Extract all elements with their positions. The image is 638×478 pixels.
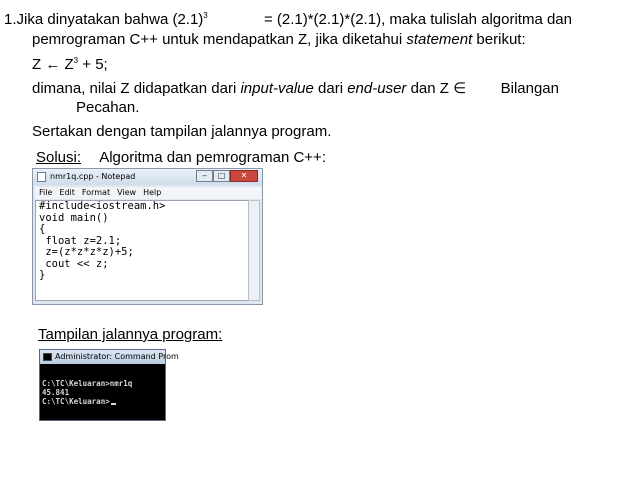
minimize-button[interactable]: ‒ <box>196 170 213 182</box>
statement-term: statement <box>406 31 473 48</box>
where-line: dimana, nilai Z didapatkan dari input-value dari end-user dan Z ∈ Bilangan <box>32 80 559 97</box>
console-prompt-line: C:\TC\Keluaran> <box>42 397 132 406</box>
code-line: cout << z; <box>39 257 109 270</box>
solution-line <box>36 148 326 167</box>
command-prompt-window <box>39 349 179 421</box>
close-button[interactable]: ✕ <box>230 170 258 182</box>
notepad-text-area[interactable] <box>35 200 249 301</box>
notepad-titlebar[interactable] <box>33 169 262 185</box>
menu-view[interactable]: View <box>117 188 137 197</box>
notepad-vertical-scrollbar[interactable] <box>248 200 260 301</box>
maximize-button[interactable]: □ <box>213 170 230 182</box>
menu-format[interactable]: Format <box>81 188 111 197</box>
end-user-term: end-user <box>347 80 407 97</box>
cmd-title: Administrator: Command Prom <box>55 352 179 361</box>
menu-edit[interactable]: Edit <box>59 188 75 197</box>
cmd-titlebar[interactable] <box>40 350 179 364</box>
code-line: { <box>39 223 46 235</box>
menu-file[interactable]: File <box>39 188 53 197</box>
problem-line-1 <box>4 10 572 29</box>
notepad-title: nmr1q.cpp - Notepad <box>50 172 136 181</box>
menu-help[interactable]: Help <box>143 188 162 197</box>
formula: Z ← $Z^3 + 5$; <box>32 56 108 73</box>
problem-number: 1.Jika dinyatakan bahwa $(2.1)^3$ <box>4 11 208 28</box>
input-value-term: input-value <box>240 80 314 97</box>
cmd-app-icon <box>43 353 52 361</box>
where-continuation: Pecahan. <box>76 99 140 116</box>
notepad-window <box>32 168 263 305</box>
code-line: z=(z*z*z*z)+5; <box>39 246 134 258</box>
problem-line-2: pemrograman C++ untuk mendapatkan Z, jika diketahui statement berikut: <box>32 31 526 48</box>
solution-text: Algoritma dan pemrograman C++: <box>99 149 326 166</box>
problem-line1-rest: = (2.1)*(2.1)*(2.1), maka tulislah algoritma dan <box>263 11 572 28</box>
notepad-menubar <box>35 187 262 199</box>
console-line: 45.841 <box>42 388 70 397</box>
notepad-app-icon <box>37 172 46 182</box>
solution-label: Solusi: <box>36 149 82 166</box>
where-end: Bilangan <box>500 80 559 97</box>
code-line: void main() <box>39 211 109 224</box>
code-line: } <box>39 269 46 281</box>
output-heading: Tampilan jalannya program: <box>38 326 223 343</box>
cmd-console-output[interactable] <box>42 379 132 406</box>
console-cursor <box>111 403 116 405</box>
code-line: float z=2.1; <box>39 234 122 247</box>
instruction: Sertakan dengan tampilan jalannya program. <box>32 123 332 140</box>
code-line: #include<iostream.h> <box>39 200 166 212</box>
console-line: C:\TC\Keluaran>nmr1q <box>42 379 133 388</box>
